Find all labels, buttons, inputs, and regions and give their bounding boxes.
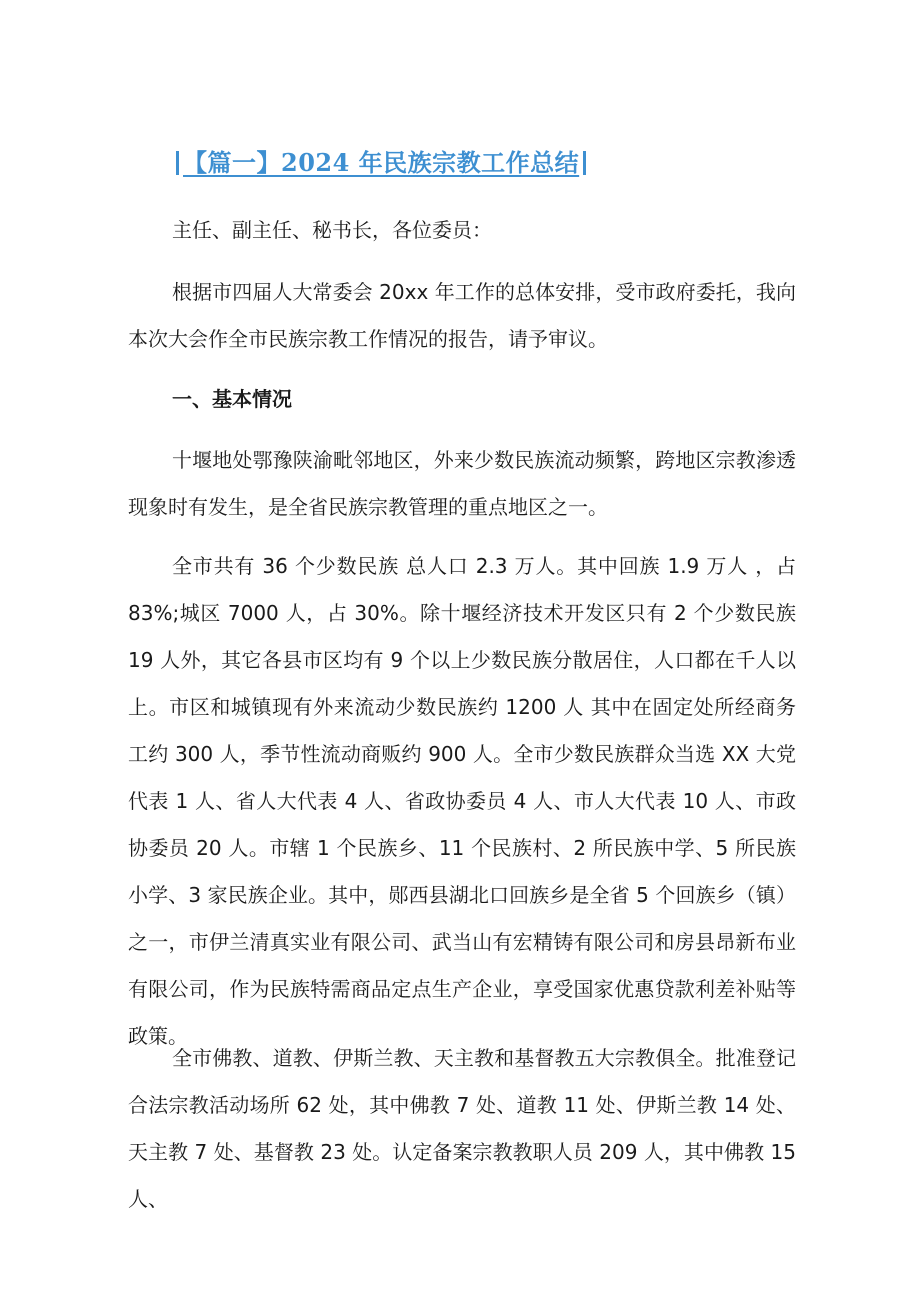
section-heading-basic-situation: 一、基本情况 — [172, 387, 292, 411]
title-left-bar — [176, 151, 179, 175]
document-title — [172, 143, 590, 178]
paragraph-ethnic-population: 全市共有 36 个少数民族 总人口 2.3 万人。其中回族 1.9 万人 ，占 83%;城区 7000 人，占 30%。除十堰经济技术开发区只有 2 个少数民族 19 人外，其它各县市区均有 9 个以上少数民族分散居住，人口都在千人以上。市区和城镇现有外来流动少数民族约 1200 人 其中在固定处所经商务工约 300 人，季节性流动商贩约 900 人。全市少数民族群众当选 XX 大党代表 1 人、省人大代表 4 人、省政协委员 4 人、市人大代表 10 人、市政协委员 20 人。市辖 1 个民族乡、11 个民族村、2 所民族中学、5 所民族小学、3 家民族企业。其中，郧西县湖北口回族乡是全省 5 个回族乡（镇）之一，市伊兰清真实业有限公司、武当山有宏精铸有限公司和房县昂新布业有限公司，作为民族特需商品定点生产企业，享受国家优惠贷款利差补贴等政策。 — [128, 554, 796, 1048]
intro-paragraph: 根据市四届人大常委会 20xx 年工作的总体安排，受市政府委托，我向本次大会作全市民族宗教工作情况的报告，请予审议。 — [128, 280, 796, 351]
salutation: 主任、副主任、秘书长，各位委员： — [172, 218, 492, 242]
document-title-text: 【篇一】2024 年民族宗教工作总结 — [183, 148, 580, 177]
paragraph-region-overview: 十堰地处鄂豫陕渝毗邻地区，外来少数民族流动频繁，跨地区宗教渗透现象时有发生，是全省民族宗教管理的重点地区之一。 — [128, 448, 796, 519]
paragraph-religions: 全市佛教、道教、伊斯兰教、天主教和基督教五大宗教俱全。批准登记合法宗教活动场所 62 处，其中佛教 7 处、道教 11 处、伊斯兰教 14 处、天主教 7 处、基督教 23 处。认定备案宗教教职人员 209 人，其中佛教 15 人、 — [128, 1046, 796, 1211]
title-right-bar — [583, 151, 586, 175]
